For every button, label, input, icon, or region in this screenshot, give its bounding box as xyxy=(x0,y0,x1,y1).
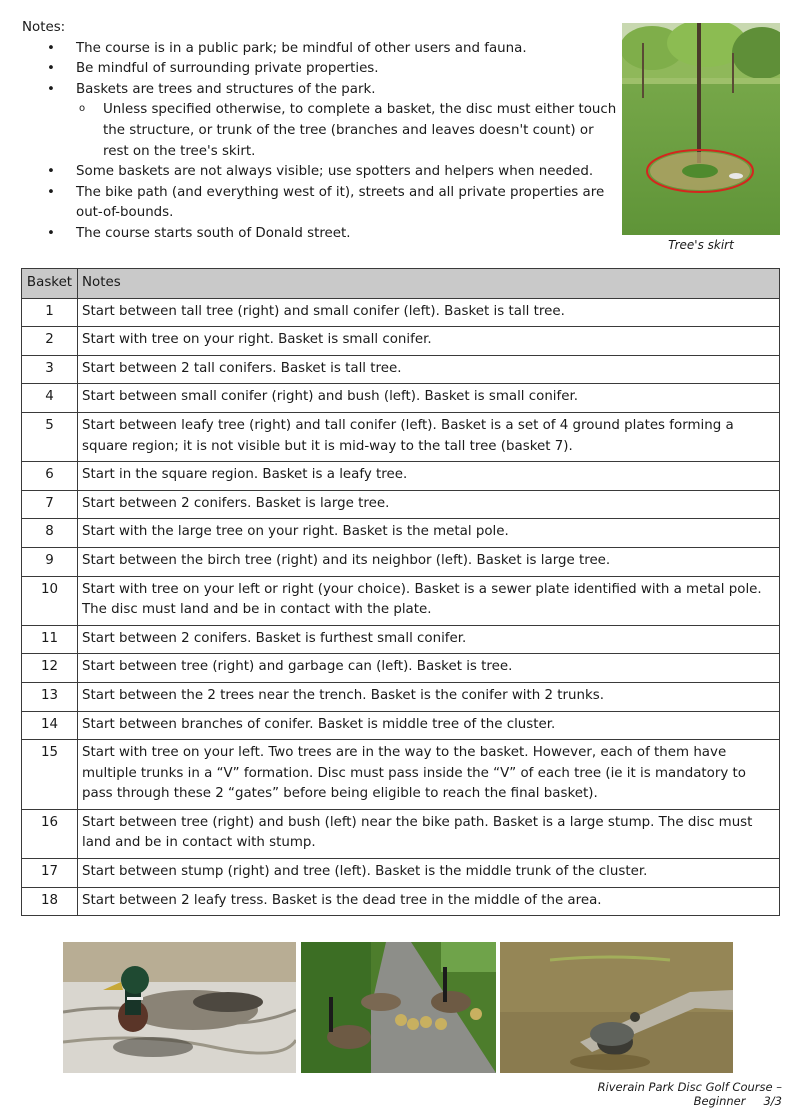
basket-number: 15 xyxy=(22,740,78,810)
basket-number: 16 xyxy=(22,809,78,858)
basket-number: 9 xyxy=(22,547,78,576)
notes-list xyxy=(22,39,622,245)
basket-notes: Start with tree on your left or right (your choice). Basket is a sewer plate identified with a metal pole. The disc must land and be in contact with the plate. xyxy=(78,576,780,625)
basket-number: 13 xyxy=(22,682,78,711)
geese-image xyxy=(301,942,496,1073)
table-body xyxy=(22,298,780,916)
header-basket: Basket xyxy=(22,269,78,299)
basket-notes: Start between the birch tree (right) and its neighbor (left). Basket is large tree. xyxy=(78,547,780,576)
tree-skirt-figure xyxy=(622,23,780,252)
note-subitem: o Unless specified otherwise, to complete a basket, the disc must either touch the structure, or trunk of the tree (branches and leaves doesn't count) or rest on the tree's skirt. xyxy=(76,100,622,162)
table-header-row xyxy=(22,269,780,299)
note-item: • Be mindful of surrounding private properties. xyxy=(22,59,622,80)
basket-number: 12 xyxy=(22,654,78,683)
duck-photo xyxy=(63,942,296,1073)
basket-number: 1 xyxy=(22,298,78,327)
table-row xyxy=(22,740,780,810)
basket-notes: Start with tree on your right. Basket is small conifer. xyxy=(78,327,780,356)
note-item: • The course is in a public park; be mindful of other users and fauna. xyxy=(22,39,622,60)
table-row xyxy=(22,887,780,916)
basket-number: 17 xyxy=(22,859,78,888)
table-row xyxy=(22,462,780,491)
basket-notes: Start with tree on your left. Two trees are in the way to the basket. However, each of them have multiple trunks in a “V” formation. Disc must pass inside the “V” of each tree (ie it is mandatory to pass through these 2 “gates” before being eligible to reach the final basket). xyxy=(78,740,780,810)
basket-number: 5 xyxy=(22,412,78,461)
basket-notes: Start between leafy tree (right) and tall conifer (left). Basket is a set of 4 ground plates forming a square region; it is not visible but it is mid-way to the tall tree (basket 7). xyxy=(78,412,780,461)
baskets-table xyxy=(21,268,780,916)
basket-notes: Start with the large tree on your right. Basket is the metal pole. xyxy=(78,519,780,548)
tree-skirt-caption: Tree's skirt xyxy=(668,238,734,252)
basket-number: 14 xyxy=(22,711,78,740)
page-footer xyxy=(520,1080,782,1108)
note-item: • Baskets are trees and structures of the park. o Unless specified otherwise, to complete a basket, the disc must either touch the structure, or trunk of the tree (branches and leaves doesn't count) or rest on the tree's skirt. xyxy=(22,80,622,162)
table-row xyxy=(22,625,780,654)
notes-section xyxy=(22,18,622,245)
basket-notes: Start between 2 leafy tress. Basket is the dead tree in the middle of the area. xyxy=(78,887,780,916)
basket-notes: Start between stump (right) and tree (left). Basket is the middle trunk of the cluster. xyxy=(78,859,780,888)
basket-number: 7 xyxy=(22,490,78,519)
basket-number: 4 xyxy=(22,384,78,413)
table-row xyxy=(22,384,780,413)
table-row xyxy=(22,490,780,519)
notes-title: Notes: xyxy=(22,20,66,35)
table-row xyxy=(22,412,780,461)
basket-number: 11 xyxy=(22,625,78,654)
basket-notes: Start between branches of conifer. Basket is middle tree of the cluster. xyxy=(78,711,780,740)
basket-number: 6 xyxy=(22,462,78,491)
table-row xyxy=(22,711,780,740)
table-row xyxy=(22,327,780,356)
footer-title: Riverain Park Disc Golf Course – Beginner xyxy=(597,1080,782,1108)
basket-notes: Start between small conifer (right) and bush (left). Basket is small conifer. xyxy=(78,384,780,413)
table-row xyxy=(22,654,780,683)
basket-number: 18 xyxy=(22,887,78,916)
table-row xyxy=(22,547,780,576)
tree-skirt-photo xyxy=(622,23,780,235)
table-row xyxy=(22,682,780,711)
turtle-photo xyxy=(500,942,733,1073)
basket-number: 3 xyxy=(22,355,78,384)
basket-notes: Start between 2 conifers. Basket is large tree. xyxy=(78,490,780,519)
basket-notes: Start between tree (right) and garbage can (left). Basket is tree. xyxy=(78,654,780,683)
basket-notes: Start between 2 conifers. Basket is furthest small conifer. xyxy=(78,625,780,654)
basket-number: 10 xyxy=(22,576,78,625)
table-row xyxy=(22,298,780,327)
basket-notes: Start between 2 tall conifers. Basket is tall tree. xyxy=(78,355,780,384)
basket-number: 2 xyxy=(22,327,78,356)
note-item: • The course starts south of Donald street. xyxy=(22,224,622,245)
basket-notes: Start between the 2 trees near the trench. Basket is the conifer with 2 trunks. xyxy=(78,682,780,711)
basket-notes: Start between tall tree (right) and small conifer (left). Basket is tall tree. xyxy=(78,298,780,327)
note-sublist xyxy=(76,100,622,162)
table-row xyxy=(22,355,780,384)
note-item: • Some baskets are not always visible; use spotters and helpers when needed. xyxy=(22,162,622,183)
duck-image xyxy=(63,942,296,1073)
header-notes: Notes xyxy=(78,269,780,299)
basket-number: 8 xyxy=(22,519,78,548)
table-row xyxy=(22,809,780,858)
turtle-image xyxy=(500,942,733,1073)
geese-photo xyxy=(301,942,496,1073)
table-row xyxy=(22,519,780,548)
page-number: 3/3 xyxy=(763,1094,782,1108)
basket-notes: Start between tree (right) and bush (left) near the bike path. Basket is a large stump. The disc must land and be in contact with stump. xyxy=(78,809,780,858)
table-row xyxy=(22,859,780,888)
basket-notes: Start in the square region. Basket is a leafy tree. xyxy=(78,462,780,491)
note-item: • The bike path (and everything west of it), streets and all private properties are out-of-bounds. xyxy=(22,183,622,224)
table-row xyxy=(22,576,780,625)
